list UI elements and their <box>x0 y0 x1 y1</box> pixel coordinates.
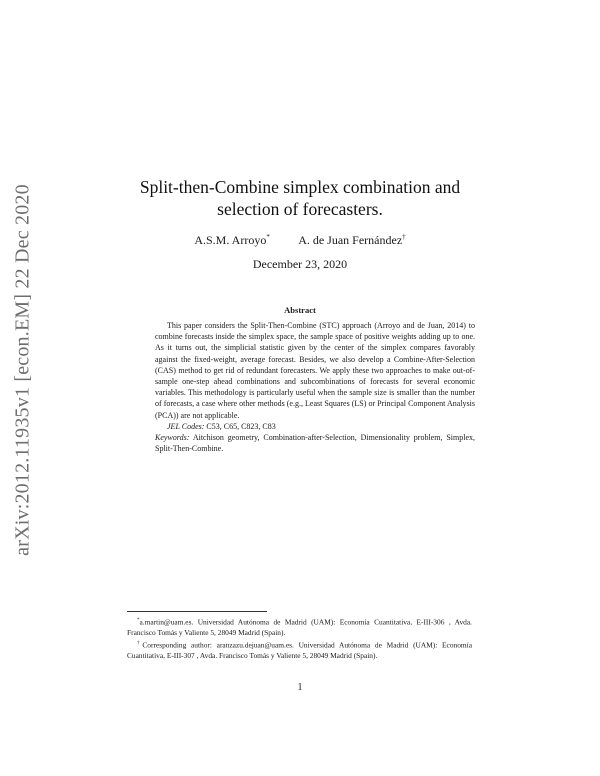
abstract-text: This paper considers the Split-Then-Combine (STC) approach (Arroyo and de Juan, 2014) to combine forecasts inside the simplex space, the sample space of positive weights adding up to one. As it turns out, the simplicial statistic given by the center of the simplex compares favorably against the fixed-weight, average forecast. Besides, we also develop a Combine-After-Selection (CAS) method to get rid of redundant forecasters. We apply these two approaches to make out-of-sample one-step ahead combinations and subcombinations of forecasts for several economic variables. This methodology is particularly useful when the sample size is smaller than the number of forecasts, a case where other methods (e.g., Least Squares (LS) or Principal Component Analysis (PCA)) are not applicable. <box>155 321 475 420</box>
author-1 <box>194 233 270 247</box>
paper-title: Split-then-Combine simplex combination and selection of forecasters. <box>139 177 461 219</box>
footnote-1-text: a.martin@uam.es. Universidad Autónoma de Madrid (UAM): Economía Cuantitativa, E-III-306 , Avda. Francisco Tomás y Valiente 5, 28049 Madrid (Spain). <box>127 617 472 637</box>
paper-date: December 23, 2020 <box>252 257 348 271</box>
footnote-2-mark: † <box>137 640 143 646</box>
author-line <box>120 233 480 248</box>
author-1-name: A.S.M. Arroyo <box>194 233 267 247</box>
author-2-name: A. de Juan Fernández <box>298 233 403 247</box>
page-number: 1 <box>297 682 303 693</box>
abstract-block <box>155 320 475 454</box>
jel-label: JEL Codes: <box>167 421 205 431</box>
author-1-mark: * <box>266 233 270 241</box>
abstract-heading: Abstract <box>284 305 316 315</box>
footnotes <box>127 616 472 662</box>
footnote-2 <box>127 639 472 661</box>
arxiv-identifier <box>10 170 36 570</box>
footnote-2-text: Corresponding author: aranzazu.dejuan@uam.es. Universidad Autónoma de Madrid (UAM): Economía Cuantitativa, E-III-307 , Avda. Francisco Tomás y Valiente 5, 28049 Madrid (Spain). <box>127 640 472 660</box>
jel-codes: C53, C65, C823, C83 <box>206 421 276 431</box>
author-2 <box>298 233 405 247</box>
footnote-1-mark: * <box>137 618 140 623</box>
footnote-rule <box>127 611 267 612</box>
jel-codes-line <box>155 421 475 432</box>
author-2-mark: † <box>402 233 406 241</box>
keywords-label: Keywords: <box>155 433 190 443</box>
keywords: Aitchison geometry, Combination-after-Selection, Dimensionality problem, Simplex, Split-Then-Combine. <box>155 433 475 454</box>
footnote-1 <box>127 616 472 638</box>
keywords-line <box>155 432 475 454</box>
arxiv-identifier-text: arXiv:2012.11935v1 [econ.EM] 22 Dec 2020 <box>11 184 34 556</box>
